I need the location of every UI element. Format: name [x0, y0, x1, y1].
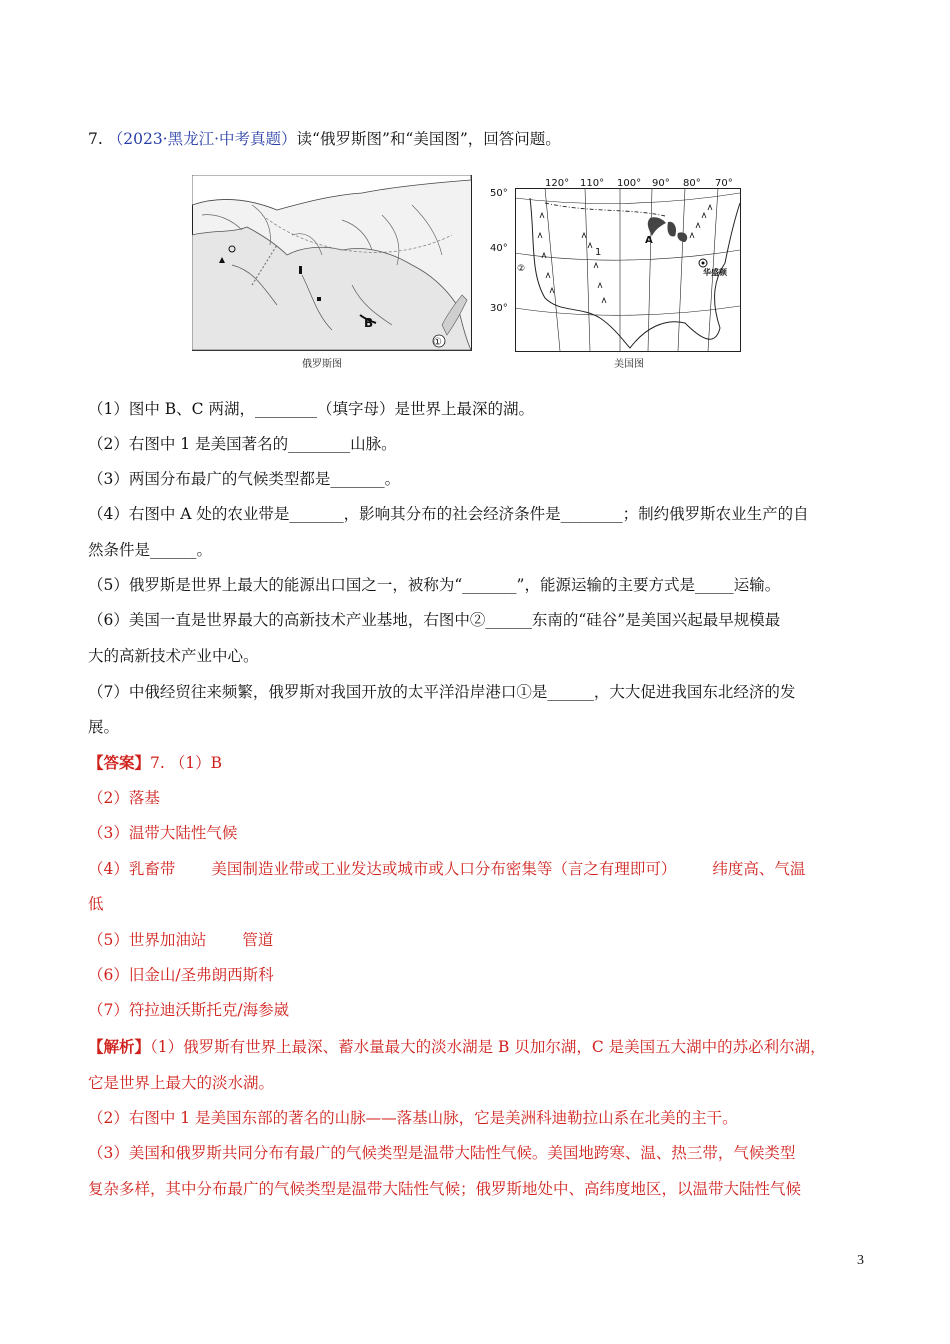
analysis-text: （1）俄罗斯有世界上最深、蓄水量最大的淡水湖是 B 贝加尔湖，C 是美国五大湖中的苏必利尔湖，	[150, 1038, 826, 1056]
question-number: 7.	[88, 130, 103, 148]
answer-line: （6）旧金山/圣弗朗西斯科	[88, 966, 274, 984]
answer-part: 纬度高、气温	[712, 860, 806, 878]
russia-label-port: ①	[433, 337, 442, 348]
usa-label-1: 1	[595, 247, 602, 258]
answer-part: 管道	[242, 931, 274, 949]
usa-lon-label: 80°	[683, 178, 701, 189]
answer-part: （5）世界加油站	[88, 931, 207, 949]
usa-lon-label: 90°	[652, 178, 670, 189]
answer-line	[88, 858, 805, 880]
answer-tag: 【答案】	[88, 753, 151, 772]
usa-label-a: A	[645, 235, 653, 246]
analysis-tag: 【解析】	[88, 1037, 151, 1056]
question-item: 展。	[88, 718, 120, 736]
question-item: 然条件是______。	[88, 541, 213, 559]
usa-lon-label: 120°	[545, 178, 570, 189]
page-number: 3	[857, 1253, 864, 1268]
question-stem	[88, 128, 561, 150]
usa-label-city: 华盛顿	[703, 268, 727, 277]
usa-lon-label: 100°	[617, 178, 642, 189]
answer-part: 美国制造业带或工业发达或城市或人口分布密集等（言之有理即可）	[211, 860, 677, 878]
question-item: （5）俄罗斯是世界上最大的能源出口国之一，被称为“_______”，能源运输的主要方式是_____运输。	[88, 576, 781, 594]
question-item: （4）右图中 A 处的农业带是_______，影响其分布的社会经济条件是________；制约俄罗斯农业生产的自	[88, 505, 809, 523]
question-item: （6）美国一直是世界最大的高新技术产业基地，右图中②______东南的“硅谷”是美国兴起最早规模最	[88, 611, 781, 629]
usa-map	[490, 178, 750, 353]
question-item: （3）两国分布最广的气候类型都是_______。	[88, 470, 401, 488]
question-item: （7）中俄经贸往来频繁，俄罗斯对我国开放的太平洋沿岸港口①是______，大大促进我国东北经济的发	[88, 683, 796, 701]
analysis-line: 它是世界上最大的淡水湖。	[88, 1074, 275, 1092]
analysis-line: （2）右图中 1 是美国东部的著名的山脉——落基山脉，它是美洲科迪勒拉山系在北美的主干。	[88, 1109, 738, 1127]
question-item: （2）右图中 1 是美国著名的________山脉。	[88, 435, 397, 453]
usa-lon-label: 110°	[580, 178, 605, 189]
answer-line	[88, 929, 273, 951]
question-item: 大的高新技术产业中心。	[88, 647, 259, 665]
russia-map	[192, 175, 472, 351]
answer-line: 低	[88, 895, 104, 913]
answer-line: （7）符拉迪沃斯托克/海参崴	[88, 1001, 290, 1019]
question-source: （2023·黑龙江·中考真题）	[107, 130, 297, 148]
analysis-line	[88, 1036, 826, 1058]
answer-part: （4）乳畜带	[88, 860, 176, 878]
usa-label-2: ②	[517, 264, 526, 274]
answer-heading	[88, 752, 222, 774]
answer-line: （2）落基	[88, 789, 160, 807]
russia-label-b: B	[364, 316, 374, 330]
usa-lat-label: 50°	[490, 188, 508, 199]
answer-line: （3）温带大陆性气候	[88, 824, 238, 842]
answer-lead: 7. （1）B	[150, 754, 222, 772]
russia-caption: 俄罗斯图	[302, 359, 342, 370]
usa-lon-label: 70°	[715, 178, 733, 189]
analysis-line: 复杂多样，其中分布最广的气候类型是温带大陆性气候；俄罗斯地处中、高纬度地区，以温带大陆性气候	[88, 1180, 802, 1198]
usa-caption: 美国图	[614, 359, 644, 370]
analysis-line: （3）美国和俄罗斯共同分布有最广的气候类型是温带大陆性气候。美国地跨寒、温、热三带，气候类型	[88, 1144, 796, 1162]
usa-lat-label: 40°	[490, 243, 508, 254]
question-item: （1）图中 B、C 两湖，________（填字母）是世界上最深的湖。	[88, 400, 534, 418]
usa-lat-label: 30°	[490, 303, 508, 314]
question-text: 读“俄罗斯图”和“美国图”，回答问题。	[296, 130, 561, 148]
